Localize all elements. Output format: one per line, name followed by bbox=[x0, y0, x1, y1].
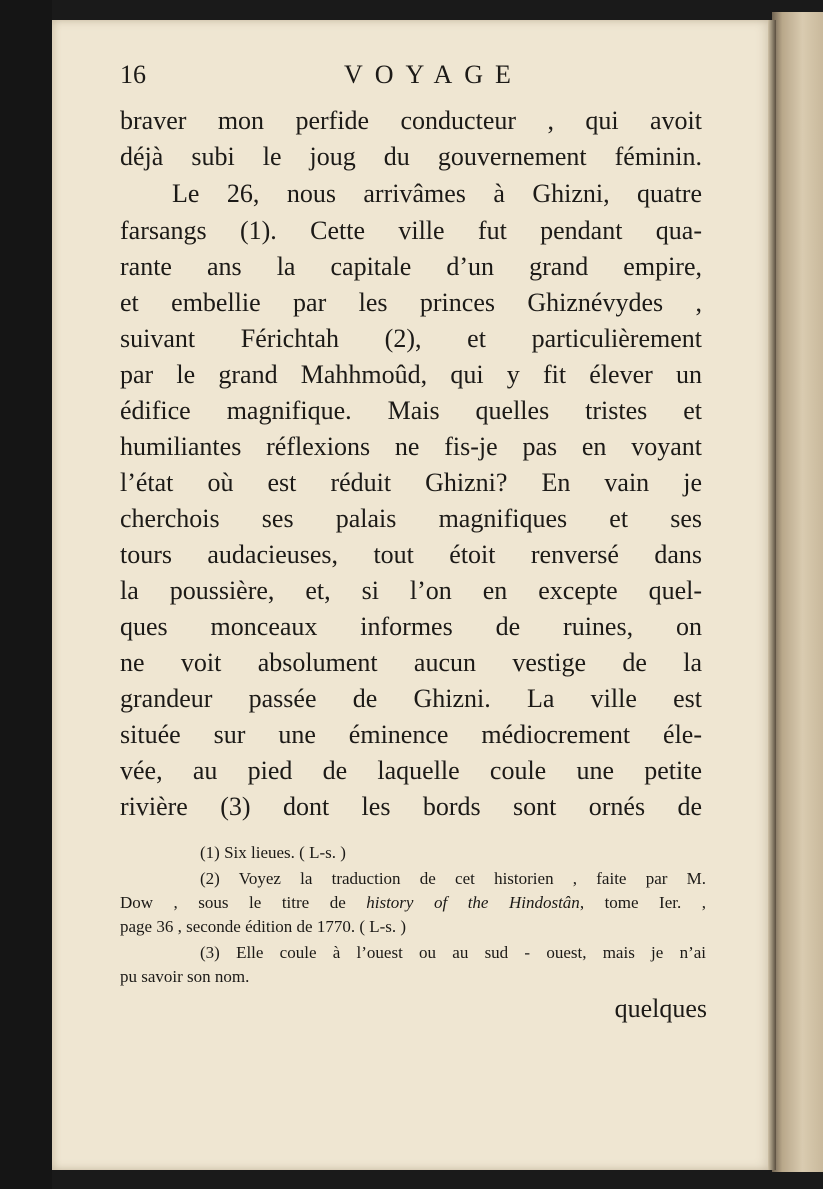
footnote-line: (1) Six lieues. ( L-s. ) bbox=[200, 843, 346, 862]
body-line: située sur une éminence médiocrement éle- bbox=[120, 720, 702, 749]
body-line: tours audacieuses, tout étoit renversé dans bbox=[120, 540, 702, 569]
page-number: 16 bbox=[120, 60, 146, 89]
body-line: braver mon perfide conducteur , qui avoit bbox=[120, 106, 702, 135]
body-line: vée, au pied de laquelle coule une petite bbox=[120, 756, 702, 785]
body-line: la poussière, et, si l’on en excepte quel- bbox=[120, 576, 702, 605]
body-line: édifice magnifique. Mais quelles tristes et bbox=[120, 396, 702, 425]
page-gutter bbox=[768, 20, 776, 1170]
footnote-italic-title: history of the Hindostân bbox=[366, 893, 580, 912]
left-dark-margin bbox=[0, 0, 52, 1189]
running-title: VOYAGE bbox=[344, 60, 523, 89]
footnote-line: (2) Voyez la traduction de cet historien , faite par M. bbox=[200, 869, 706, 888]
body-line: rante ans la capitale d’un grand empire, bbox=[120, 252, 702, 281]
body-line: par le grand Mahhmoûd, qui y fit élever un bbox=[120, 360, 702, 389]
footnote-line: (3) Elle coule à l’ouest ou au sud - ouest, mais je n’ai bbox=[200, 943, 706, 962]
body-line: Le 26, nous arrivâmes à Ghizni, quatre bbox=[172, 179, 702, 208]
footnote-line: page 36 , seconde édition de 1770. ( L-s. ) bbox=[120, 917, 407, 936]
page-header bbox=[120, 60, 710, 96]
body-line: cherchois ses palais magnifiques et ses bbox=[120, 504, 702, 533]
body-line: déjà subi le joug du gouvernement féminin. bbox=[120, 142, 702, 171]
body-line: ques monceaux informes de ruines, on bbox=[120, 612, 702, 641]
body-line: l’état où est réduit Ghizni? En vain je bbox=[120, 468, 702, 497]
body-line: grandeur passée de Ghizni. La ville est bbox=[120, 684, 702, 713]
footnote-line bbox=[120, 892, 706, 914]
body-line: rivière (3) dont les bords sont ornés de bbox=[120, 792, 702, 821]
adjacent-page-edge bbox=[772, 12, 823, 1172]
body-line: suivant Férichtah (2), et particulièrement bbox=[120, 324, 702, 353]
footnote-text: Dow , sous le titre de bbox=[120, 893, 367, 912]
body-line: et embellie par les princes Ghiznévydes , bbox=[120, 288, 702, 317]
footnote-text: , tome Ier. , bbox=[579, 893, 706, 912]
catchword: quelques bbox=[614, 994, 707, 1023]
body-line: farsangs (1). Cette ville fut pendant qua- bbox=[120, 216, 702, 245]
footnote-line: pu savoir son nom. bbox=[120, 967, 250, 986]
body-line: humiliantes réflexions ne fis-je pas en voyant bbox=[120, 432, 702, 461]
body-line: ne voit absolument aucun vestige de la bbox=[120, 648, 702, 677]
